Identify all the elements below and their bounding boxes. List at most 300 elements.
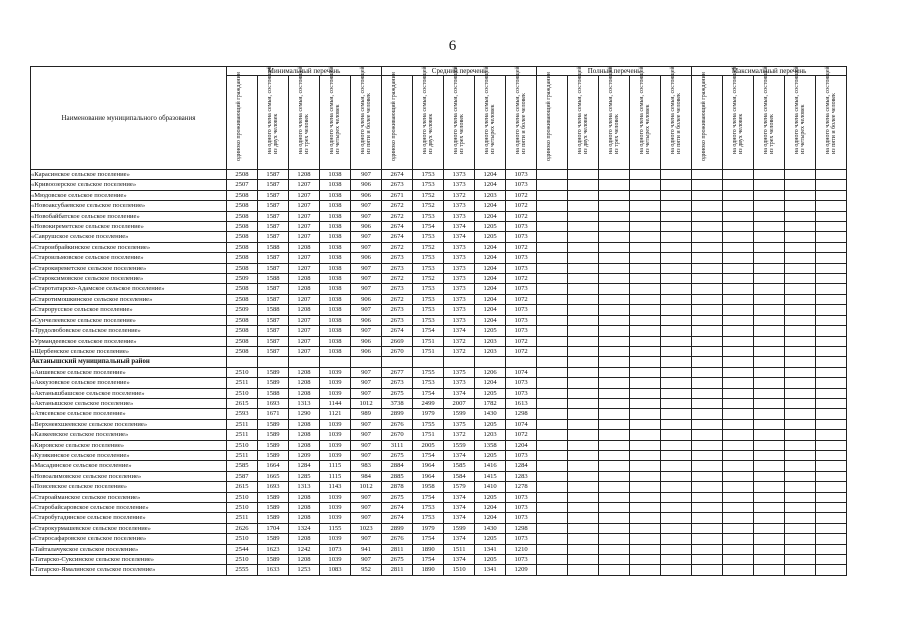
value-cell [599,274,630,284]
table-row [31,232,847,242]
value-cell: 906 [351,190,382,200]
value-cell: 2508 [227,242,258,252]
column-header-label: на одного члена семьи, состоящей из четырех человек [639,66,652,155]
value-cell: 2508 [227,346,258,356]
value-cell [785,294,816,304]
settlement-name: «Тайталачукское сельское поселение» [31,544,227,554]
value-cell [599,357,630,367]
value-cell [754,315,785,325]
value-cell: 1752 [413,201,444,211]
value-cell [692,170,723,180]
value-cell [816,326,847,336]
value-cell: 1204 [475,294,506,304]
value-cell [723,398,754,408]
value-cell [537,513,568,523]
value-cell: 1204 [475,211,506,221]
value-cell [754,534,785,544]
value-cell: 1038 [320,305,351,315]
value-cell: 907 [351,367,382,377]
value-cell [630,294,661,304]
value-cell [785,440,816,450]
value-cell: 2675 [382,492,413,502]
value-cell: 1589 [258,513,289,523]
value-cell: 2674 [382,222,413,232]
value-cell [630,336,661,346]
value-cell: 1204 [475,378,506,388]
value-cell [816,170,847,180]
value-cell: 1587 [258,294,289,304]
value-cell [537,242,568,252]
value-cell [661,180,692,190]
value-cell [754,409,785,419]
value-cell: 984 [351,471,382,481]
value-cell: 907 [351,388,382,398]
value-cell [816,513,847,523]
value-cell: 1890 [413,565,444,575]
settlement-name: «Кировское сельское поселение» [31,440,227,450]
column-header [475,66,506,170]
table-row [31,555,847,565]
value-cell: 1782 [475,398,506,408]
value-cell [816,190,847,200]
value-cell: 1207 [289,336,320,346]
value-cell [816,534,847,544]
value-cell [320,357,351,367]
value-cell: 1208 [289,555,320,565]
column-header [816,66,847,170]
value-cell: 1039 [320,503,351,513]
value-cell [692,253,723,263]
column-header-label: на одного члена семьи, состоящей из четырех человек [794,66,807,155]
value-cell: 1072 [506,336,537,346]
value-cell: 2511 [227,378,258,388]
value-cell [506,357,537,367]
value-cell [723,201,754,211]
value-cell [568,523,599,533]
value-cell: 1313 [289,398,320,408]
value-cell: 1589 [258,555,289,565]
value-cell: 2671 [382,190,413,200]
value-cell: 1206 [475,367,506,377]
value-cell: 1374 [444,492,475,502]
value-cell [692,274,723,284]
value-cell [785,398,816,408]
settlement-name: «Мюдовское сельское поселение» [31,190,227,200]
value-cell [537,357,568,367]
value-cell: 2508 [227,326,258,336]
value-cell [568,357,599,367]
value-cell: 1890 [413,544,444,554]
value-cell [661,305,692,315]
value-cell: 2674 [382,503,413,513]
value-cell: 3738 [382,398,413,408]
value-cell: 1039 [320,450,351,460]
value-cell [692,336,723,346]
value-cell: 1242 [289,544,320,554]
value-cell [661,450,692,460]
value-cell [692,367,723,377]
settlement-name: «Старосафаровское сельское поселение» [31,534,227,544]
value-cell [630,346,661,356]
value-cell [661,534,692,544]
value-cell: 1209 [289,450,320,460]
settlement-name: «Старотатарско-Адамское сельское поселение» [31,284,227,294]
value-cell: 1958 [413,482,444,492]
value-cell [723,419,754,429]
value-cell [599,409,630,419]
value-cell: 1072 [506,211,537,221]
table-row [31,305,847,315]
value-cell [661,482,692,492]
column-header [506,66,537,170]
value-cell [661,471,692,481]
value-cell [785,180,816,190]
value-cell: 1510 [444,565,475,575]
value-cell: 1204 [475,513,506,523]
value-cell [599,180,630,190]
value-cell [630,450,661,460]
value-cell: 1753 [413,263,444,273]
value-cell: 2677 [382,367,413,377]
column-header [289,66,320,170]
value-cell [754,492,785,502]
table-row [31,482,847,492]
value-cell [754,513,785,523]
value-cell [692,315,723,325]
value-cell: 1373 [444,170,475,180]
value-cell [630,211,661,221]
settlement-name: «Староильмовское сельское поселение» [31,253,227,263]
value-cell: 1039 [320,440,351,450]
value-cell: 1584 [444,471,475,481]
value-cell [816,346,847,356]
value-cell [723,555,754,565]
value-cell: 1375 [444,367,475,377]
value-cell: 2508 [227,294,258,304]
value-cell: 2673 [382,315,413,325]
value-cell: 1753 [413,294,444,304]
value-cell [568,440,599,450]
value-cell [661,201,692,211]
value-cell [537,482,568,492]
value-cell: 907 [351,492,382,502]
value-cell: 2508 [227,232,258,242]
value-cell: 1416 [475,461,506,471]
value-cell: 1115 [320,461,351,471]
value-cell: 1038 [320,253,351,263]
value-cell [661,440,692,450]
value-cell [723,180,754,190]
value-cell: 3111 [382,440,413,450]
group-minimal: Минимальный перечень [227,67,382,76]
value-cell [537,211,568,221]
value-cell [599,419,630,429]
value-cell [692,346,723,356]
value-cell: 1012 [351,482,382,492]
group-full: Полный перечень [537,67,692,76]
value-cell [816,222,847,232]
table-row [31,211,847,221]
value-cell [537,232,568,242]
table-row [31,513,847,523]
value-cell [568,367,599,377]
value-cell [692,419,723,429]
table-row [31,388,847,398]
value-cell [754,523,785,533]
value-cell [754,378,785,388]
value-cell [599,315,630,325]
value-cell: 1204 [475,242,506,252]
value-cell [723,294,754,304]
table-row [31,346,847,356]
value-cell [785,367,816,377]
value-cell [630,398,661,408]
value-cell: 1207 [289,253,320,263]
value-cell [723,284,754,294]
value-cell: 2811 [382,544,413,554]
value-cell: 1753 [413,180,444,190]
value-cell [568,555,599,565]
value-cell: 907 [351,419,382,429]
value-cell: 1753 [413,513,444,523]
value-cell [599,367,630,377]
value-cell: 907 [351,170,382,180]
value-cell: 1374 [444,222,475,232]
table-row [31,378,847,388]
value-cell [599,555,630,565]
value-cell [568,305,599,315]
value-cell: 1144 [320,398,351,408]
settlement-name: «Актанышбашское сельское поселение» [31,388,227,398]
value-cell [599,253,630,263]
value-cell [599,513,630,523]
value-cell: 907 [351,503,382,513]
settlement-name: «Староибрайкинское сельское поселение» [31,242,227,252]
value-cell: 1207 [289,326,320,336]
value-cell: 1038 [320,170,351,180]
value-cell: 1358 [475,440,506,450]
value-cell: 2674 [382,513,413,523]
settlement-name: «Новоаксубаевское сельское поселение» [31,201,227,211]
value-cell: 1373 [444,211,475,221]
value-cell [568,232,599,242]
table-row [31,471,847,481]
column-header [227,71,258,170]
value-cell: 1579 [444,482,475,492]
value-cell [630,190,661,200]
value-cell [661,492,692,502]
value-cell [754,222,785,232]
value-cell: 1038 [320,263,351,273]
value-cell [661,346,692,356]
value-cell [816,555,847,565]
value-cell [754,263,785,273]
value-cell: 2007 [444,398,475,408]
value-cell [785,357,816,367]
value-cell [723,378,754,388]
value-cell: 2507 [227,180,258,190]
value-cell [599,492,630,502]
value-cell [661,315,692,325]
value-cell [537,326,568,336]
value-cell [599,388,630,398]
value-cell [537,346,568,356]
value-cell: 1754 [413,326,444,336]
value-cell: 2673 [382,305,413,315]
value-cell: 1374 [444,232,475,242]
value-cell: 907 [351,326,382,336]
value-cell [661,513,692,523]
value-cell [692,305,723,315]
value-cell: 1203 [475,190,506,200]
value-cell: 1207 [289,232,320,242]
value-cell: 1623 [258,544,289,554]
value-cell [816,284,847,294]
value-cell [692,534,723,544]
value-cell [630,544,661,554]
table-row [31,180,847,190]
column-header [413,66,444,170]
value-cell [816,492,847,502]
column-header-label: одиноко проживающий гражданин [391,71,398,161]
value-cell [692,450,723,460]
value-cell [351,357,382,367]
value-cell [692,294,723,304]
column-header [661,66,692,170]
table-row [31,242,847,252]
value-cell: 1753 [413,232,444,242]
value-cell [661,357,692,367]
value-cell [816,450,847,460]
value-cell: 907 [351,430,382,440]
value-cell: 2508 [227,170,258,180]
value-cell: 1208 [289,503,320,513]
value-cell [754,461,785,471]
value-cell [754,274,785,284]
value-cell: 906 [351,346,382,356]
value-cell [723,170,754,180]
settlement-name: «Староксимовское сельское поселение» [31,274,227,284]
value-cell: 2509 [227,305,258,315]
value-cell [537,388,568,398]
value-cell: 1752 [413,190,444,200]
value-cell: 1753 [413,170,444,180]
value-cell: 1207 [289,180,320,190]
value-cell [723,357,754,367]
value-cell [568,201,599,211]
value-cell: 2508 [227,253,258,263]
value-cell [785,315,816,325]
value-cell: 1203 [475,336,506,346]
value-cell [661,242,692,252]
value-cell: 2544 [227,544,258,554]
value-cell: 1203 [475,346,506,356]
value-cell: 1204 [475,315,506,325]
value-cell [630,440,661,450]
value-cell: 907 [351,440,382,450]
value-cell [785,274,816,284]
value-cell: 1587 [258,190,289,200]
value-cell [785,555,816,565]
value-cell: 1073 [320,544,351,554]
value-cell: 2673 [382,263,413,273]
value-cell [568,315,599,325]
settlement-name: «Саврушское сельское поселение» [31,232,227,242]
value-cell: 2511 [227,450,258,460]
value-cell [723,263,754,273]
value-cell [661,430,692,440]
table-row [31,201,847,211]
table-row [31,263,847,273]
value-cell: 1205 [475,232,506,242]
value-cell: 1589 [258,450,289,460]
value-cell [816,378,847,388]
value-cell: 1671 [258,409,289,419]
value-cell [382,357,413,367]
value-cell [599,294,630,304]
value-cell: 1073 [506,503,537,513]
value-cell [661,284,692,294]
value-cell: 1599 [444,409,475,419]
value-cell [630,232,661,242]
value-cell: 907 [351,305,382,315]
value-cell [599,440,630,450]
value-cell: 2811 [382,565,413,575]
value-cell [785,336,816,346]
value-cell: 1204 [475,263,506,273]
value-cell: 2508 [227,201,258,211]
value-cell [537,440,568,450]
value-cell [599,284,630,294]
value-cell [537,419,568,429]
value-cell: 1588 [258,274,289,284]
value-cell [816,471,847,481]
value-cell [661,190,692,200]
value-cell [661,253,692,263]
value-cell: 1753 [413,503,444,513]
value-cell: 1208 [289,492,320,502]
value-cell [692,242,723,252]
value-cell: 907 [351,263,382,273]
value-cell: 1038 [320,190,351,200]
value-cell: 1038 [320,201,351,211]
value-cell: 1072 [506,201,537,211]
value-cell [599,565,630,575]
value-cell [785,190,816,200]
value-cell [816,357,847,367]
value-cell [630,534,661,544]
value-cell [599,190,630,200]
value-cell [289,357,320,367]
value-cell [599,534,630,544]
value-cell [568,513,599,523]
value-cell [630,378,661,388]
value-cell [816,419,847,429]
value-cell: 1373 [444,180,475,190]
value-cell: 1587 [258,222,289,232]
table-row [31,450,847,460]
value-cell [785,471,816,481]
table-row [31,284,847,294]
value-cell [723,315,754,325]
value-cell [599,398,630,408]
value-cell: 1204 [475,201,506,211]
value-cell: 989 [351,409,382,419]
column-header [568,66,599,170]
value-cell: 2674 [382,232,413,242]
table-row [31,398,847,408]
settlement-name: «Старокурмашевское сельское поселение» [31,523,227,533]
